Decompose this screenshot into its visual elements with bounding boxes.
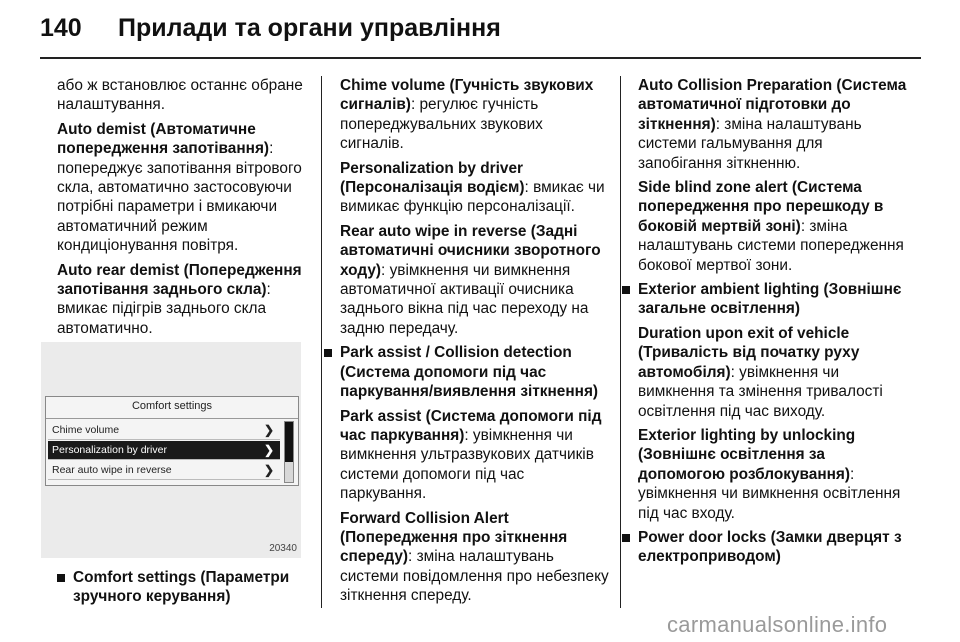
- entry-text: : вмикає підігрів заднього скла автоматично.: [57, 281, 271, 337]
- entry-text: : зміна налаштувань системи попередження бокової мертвої зони.: [638, 217, 904, 274]
- page-title: Прилади та органи управління: [118, 14, 501, 42]
- entry-text: : увімкнення чи вимкнення освітлення під час входу.: [638, 465, 901, 522]
- page-header: [0, 0, 960, 58]
- menu-item-personalization[interactable]: [48, 441, 280, 460]
- bullet-exterior-ambient: [622, 280, 910, 319]
- bullet-square-icon: [324, 349, 332, 357]
- bullet-title: Power door locks (Замки дверцят з електроприводом): [638, 528, 902, 566]
- bullet-square-icon: [57, 574, 65, 582]
- column-divider-1: [321, 76, 322, 608]
- entry-title: Exterior lighting by unlocking (Зовнішнє освітлення за допомогою розблокування): [638, 426, 856, 483]
- entry-title: Park assist (Система допомоги під час паркування): [340, 407, 602, 444]
- entry-text: : попереджує запотівання вітрового скла, автоматично застосовуючи потрібні параметри і вмикаючи автоматичний режим кондиціонування повітря.: [57, 140, 302, 255]
- entry-text: : вмикає чи вимикає функцію персоналізації.: [340, 179, 605, 216]
- menu-item-label: Chime volume: [52, 424, 120, 436]
- entry-title: Auto Collision Preparation (Система автоматичної підготовки до зіткнення): [638, 77, 907, 133]
- entry-forward-collision: [340, 509, 610, 606]
- entry-auto-demist: [57, 120, 309, 256]
- header-rule: [40, 57, 921, 59]
- entry-personalization: [340, 159, 610, 217]
- bullet-power-door-locks: [622, 528, 910, 567]
- entry-text: : зміна налаштувань системи повідомлення про небезпеку зіткнення спереду.: [340, 548, 609, 605]
- bullet-park-assist: [324, 343, 610, 401]
- menu-item-label: Rear auto wipe in reverse: [52, 464, 172, 476]
- bullet-comfort-settings: [57, 568, 309, 607]
- entry-title: Personalization by driver (Персоналізація водієм): [340, 159, 525, 197]
- image-code: 20340: [269, 543, 297, 554]
- scrollbar-thumb[interactable]: [285, 422, 293, 462]
- page-number: 140: [40, 14, 82, 42]
- screen-separator: [46, 418, 298, 419]
- entry-chime-volume: [340, 76, 610, 154]
- menu-item-rear-auto-wipe[interactable]: [48, 461, 280, 480]
- bullet-square-icon: [622, 286, 630, 294]
- entry-title: Side blind zone alert (Система попередження про перешкоду в боковій мертвій зоні): [638, 179, 884, 235]
- watermark: carmanualsonline.info: [667, 612, 888, 637]
- bullet-title: Park assist / Collision detection (Система допомоги під час паркування/виявлення зіткнення): [340, 344, 599, 401]
- entry-auto-rear-demist: [57, 261, 309, 339]
- entry-title: Forward Collision Alert (Попередження про зіткнення спереду): [340, 509, 568, 566]
- chevron-right-icon: ❯: [263, 423, 274, 437]
- column-1-bottom: [57, 568, 309, 612]
- entry-rear-auto-wipe: [340, 222, 610, 338]
- chevron-right-icon: ❯: [263, 443, 274, 457]
- entry-side-blind-zone: [638, 178, 910, 275]
- entry-title: Auto demist (Автоматичне попередження запотівання): [57, 120, 270, 158]
- entry-lighting-unlocking: [638, 426, 910, 523]
- column-divider-2: [620, 76, 621, 608]
- entry-text: : увімкнення чи вимкнення та змінення тривалості освітлення під час виходу.: [638, 363, 883, 420]
- menu-item-chime-volume[interactable]: [48, 421, 280, 440]
- entry-title: Duration upon exit of vehicle (Тривалість від початку руху автомобіля): [638, 324, 860, 381]
- bullet-title: Comfort settings (Параметри зручного керування): [73, 569, 290, 606]
- entry-text: : увімкнення чи вимкнення ультразвукових датчиків системи допомоги під час паркування.: [340, 426, 594, 503]
- entry-park-assist: [340, 407, 610, 504]
- bullet-title: Exterior ambient lighting (Зовнішнє загальне освітлення): [638, 281, 902, 318]
- screen-title: Comfort settings: [131, 400, 213, 412]
- comfort-settings-screenshot: [41, 342, 301, 558]
- entry-duration-exit: [638, 324, 910, 421]
- display-screen: [45, 396, 299, 486]
- entry-title: Auto rear demist (Попередження запотівання заднього скла): [57, 261, 302, 299]
- entry-title: Chime volume (Гучність звукових сигналів): [340, 77, 594, 114]
- column-3: [638, 76, 910, 572]
- entry-text: : увімкнення чи вимкнення автоматичної активації очисника заднього вікна під час переходу на задню передачу.: [340, 261, 589, 337]
- column-2: [340, 76, 610, 611]
- entry-text: : зміна налаштувань системи гальмування для запобігання зіткненню.: [638, 115, 862, 172]
- menu-scrollbar[interactable]: [284, 421, 294, 483]
- entry-text: : регулює гучність попереджувальних звукових сигналів.: [340, 96, 543, 153]
- entry-title: Rear auto wipe in reverse (Задні автоматичні очисники зворотного ходу): [340, 222, 601, 279]
- menu-item-label: Personalization by driver: [52, 444, 167, 456]
- chevron-right-icon: ❯: [263, 463, 274, 477]
- bullet-square-icon: [622, 534, 630, 542]
- column-1: [57, 76, 309, 343]
- entry-auto-collision-prep: [638, 76, 910, 173]
- paragraph-continuation: або ж встановлює останнє обране налаштування.: [57, 77, 303, 114]
